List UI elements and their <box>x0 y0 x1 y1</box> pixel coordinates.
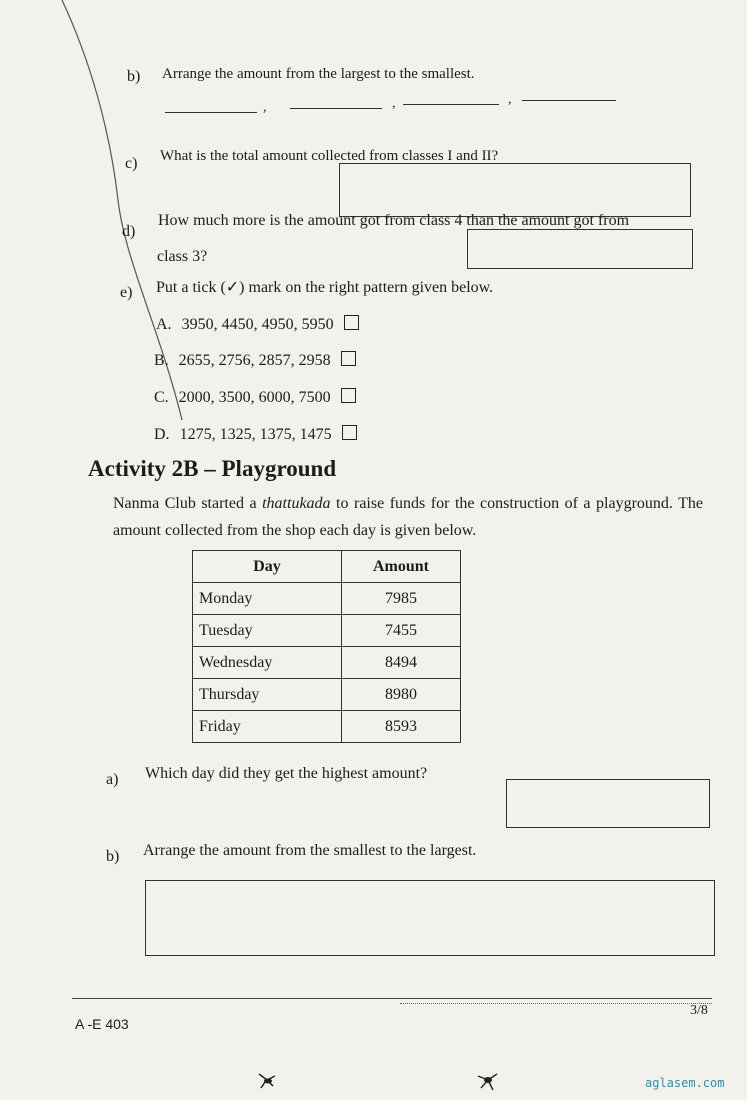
answer-blank-3[interactable] <box>403 104 499 105</box>
option-c <box>154 388 356 407</box>
table-row <box>193 711 461 743</box>
speck-insect-icon <box>475 1068 501 1092</box>
answer-blank-4[interactable] <box>522 100 616 101</box>
option-c-text: 2000, 3500, 6000, 7500 <box>178 389 331 406</box>
option-d-label: D. <box>154 426 170 443</box>
question-d-text-line2: class 3? <box>157 248 208 265</box>
amount-table <box>192 550 461 743</box>
activity-question-a-answer-box[interactable] <box>506 779 710 828</box>
table-cell-amount: 7455 <box>342 615 461 647</box>
option-b <box>154 351 356 370</box>
question-d-letter: d) <box>122 223 136 240</box>
question-c-text: What is the total amount collected from classes I and II? <box>160 148 499 164</box>
answer-blank-2[interactable] <box>290 108 382 109</box>
option-c-checkbox[interactable] <box>341 388 356 403</box>
question-e-text: Put a tick (✓) mark on the right pattern given below. <box>156 279 494 296</box>
table-row <box>193 583 461 615</box>
option-c-label: C. <box>154 389 169 406</box>
option-a <box>156 315 359 334</box>
activity-title: Activity 2B – Playground <box>88 456 337 481</box>
page-number: 3/8 <box>690 1003 708 1018</box>
activity-description-part2: to raise funds for the construction of a playground. The amount collected from the shop each day is given below. <box>113 495 704 539</box>
question-b-text: Arrange the amount from the largest to the smallest. <box>162 66 475 82</box>
table-row <box>193 647 461 679</box>
question-c-letter: c) <box>125 155 138 172</box>
watermark: aglasem.com <box>645 1076 725 1090</box>
question-b-letter: b) <box>127 68 141 85</box>
footer-divider <box>72 998 712 999</box>
option-a-text: 3950, 4450, 4950, 5950 <box>181 316 334 333</box>
table-cell-day: Tuesday <box>193 615 342 647</box>
table-header-day: Day <box>193 551 342 583</box>
activity-description-part1: Nanma Club started a <box>113 495 263 512</box>
table-cell-amount: 8980 <box>342 679 461 711</box>
activity-question-a-letter: a) <box>106 771 119 788</box>
question-d-text-line1: How much more is the amount got from class 4 than the amount got from <box>158 212 630 229</box>
option-d-checkbox[interactable] <box>342 425 357 440</box>
table-cell-day: Friday <box>193 711 342 743</box>
exam-code: A -E 403 <box>75 1016 129 1032</box>
table-cell-amount: 8593 <box>342 711 461 743</box>
table-cell-day: Wednesday <box>193 647 342 679</box>
activity-question-b-letter: b) <box>106 848 120 865</box>
table-cell-day: Thursday <box>193 679 342 711</box>
blank-separator: , <box>392 96 396 111</box>
speck-insect-icon <box>255 1070 279 1090</box>
blank-separator: , <box>508 92 512 107</box>
table-row <box>193 615 461 647</box>
option-d-text: 1275, 1325, 1375, 1475 <box>179 426 332 443</box>
question-c-answer-box[interactable] <box>339 163 691 217</box>
option-a-checkbox[interactable] <box>344 315 359 330</box>
activity-question-b-answer-box[interactable] <box>145 880 715 956</box>
option-b-checkbox[interactable] <box>341 351 356 366</box>
footer-divider-dotted <box>400 1003 712 1004</box>
table-header-amount: Amount <box>342 551 461 583</box>
option-b-label: B. <box>154 352 169 369</box>
option-b-text: 2655, 2756, 2857, 2958 <box>178 352 331 369</box>
table-header-row <box>193 551 461 583</box>
option-d <box>154 425 357 444</box>
question-e-letter: e) <box>120 284 133 301</box>
question-d-answer-box[interactable] <box>467 229 693 269</box>
table-cell-amount: 8494 <box>342 647 461 679</box>
activity-question-a-text: Which day did they get the highest amount? <box>145 765 428 782</box>
activity-question-b-text: Arrange the amount from the smallest to the largest. <box>143 842 477 859</box>
activity-description <box>113 490 703 544</box>
answer-blank-1[interactable] <box>165 112 257 113</box>
blank-separator: , <box>263 100 267 115</box>
table-cell-day: Monday <box>193 583 342 615</box>
activity-description-italic: thattukada <box>262 495 331 512</box>
table-cell-amount: 7985 <box>342 583 461 615</box>
table-row <box>193 679 461 711</box>
option-a-label: A. <box>156 316 172 333</box>
